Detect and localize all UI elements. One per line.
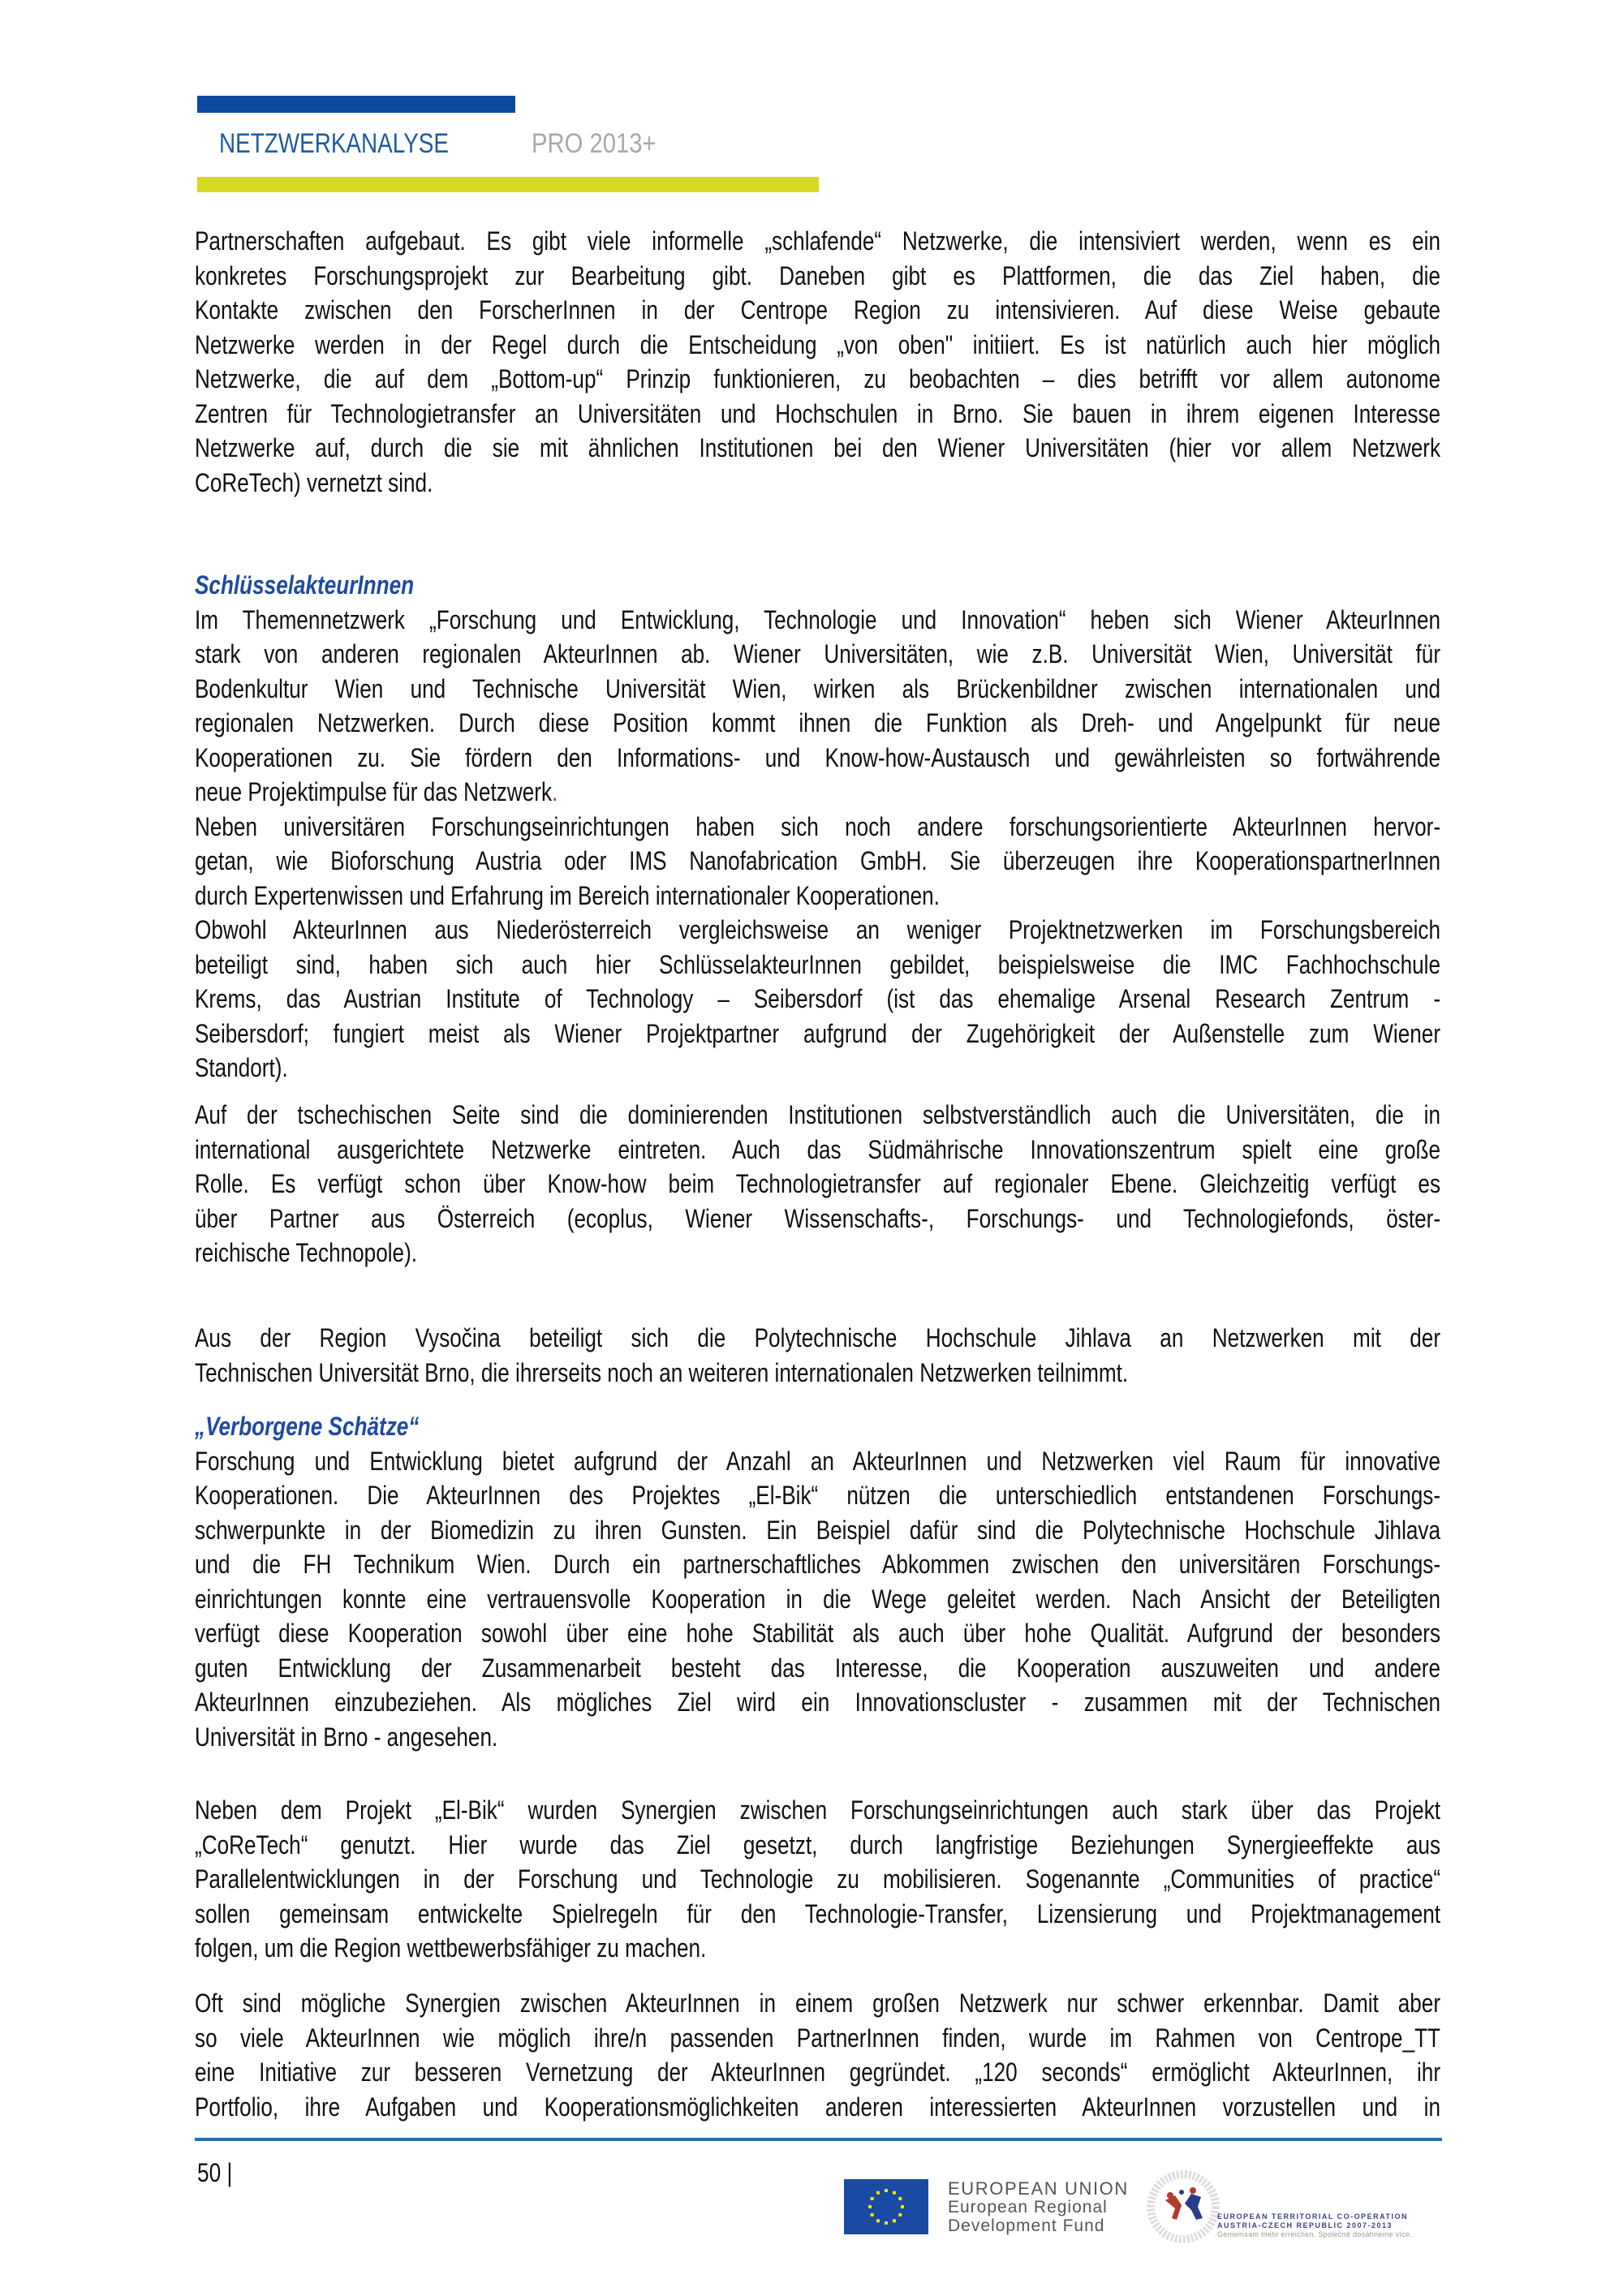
text-line: Zentren für Technologietransfer an Universitäten und Hochschulen in Brno. Sie bauen in ihrem eigenen Interesse (195, 398, 1441, 428)
text-line: beteiligt sind, haben sich auch hier SchlüsselakteurInnen gebildet, beispielsweise die IMC Fachhochschule (195, 949, 1441, 979)
eu-star-icon (868, 2205, 872, 2208)
page-number: 50 | (197, 2158, 233, 2187)
text-line: Kontakte zwischen den ForscherInnen in der Centrope Region zu intensivieren. Auf diese Weise gebaute (195, 295, 1441, 325)
eu-star-icon (885, 2189, 888, 2192)
text-line: Im Themennetzwerk „Forschung und Entwicklung, Technologie und Innovation“ heben sich Wiener AkteurInnen (195, 604, 1441, 634)
text-line: verfügt diese Kooperation sowohl über eine hohe Stabilität als auch über hohe Qualität. Aufgrund der besonders (195, 1619, 1441, 1648)
section-heading: SchlüsselakteurInnen (195, 570, 415, 600)
text-line: einrichtungen konnte eine vertrauensvolle Kooperation in die Wege geleitet werden. Nach Ansicht der Beteiligten (195, 1584, 1441, 1614)
text-line: sollen gemeinsam entwickelte Spielregeln für den Technologie-Transfer, Lizensierung und Projektmanagement (195, 1898, 1441, 1928)
text-line: Universität in Brno - angesehen. (195, 1722, 498, 1752)
eu-line: EUROPEAN UNION (948, 2178, 1129, 2199)
eu-star-icon (885, 2221, 888, 2225)
text-line: Kooperationen. Die AkteurInnen des Projektes „El-Bik“ nützen die unterschiedlich entstandenen Forschungs- (195, 1481, 1441, 1510)
eu-star-icon (876, 2219, 880, 2222)
territorial-cooperation-logo-icon (1144, 2168, 1222, 2246)
text-line: Forschung und Entwicklung bietet aufgrund der Anzahl an AkteurInnen und Netzwerken viel Raum für innovative (195, 1446, 1441, 1476)
text-line: Neben universitären Forschungseinrichtungen haben sich noch andere forschungsorientierte AkteurInnen hervor- (195, 811, 1441, 841)
text-line: guten Entwicklung der Zusammenarbeit besteht das Interesse, die Kooperation auszuweiten und andere (195, 1653, 1441, 1683)
etc-line: AUSTRIA-CZECH REPUBLIC 2007-2013 (1217, 2221, 1393, 2229)
footer-divider (195, 2138, 1442, 2141)
paragraph-czech-side (195, 1098, 1440, 1271)
eu-stars-icon (844, 2179, 928, 2234)
eu-star-icon (893, 2219, 896, 2222)
eu-star-icon (871, 2213, 874, 2216)
text-line: Oft sind mögliche Synergien zwischen AkteurInnen in einem großen Netzwerk nur schwer erkennbar. Damit aber (195, 1989, 1441, 2018)
text-line: Portfolio, ihre Aufgaben und Kooperationsmöglichkeiten anderen interessierten AkteurInnen vorzustellen und in (195, 2092, 1441, 2122)
text-line: Kooperationen zu. Sie fördern den Informations- und Know-how-Austausch und gewährleisten so fortwährende (195, 742, 1441, 772)
header-blue-bar (197, 96, 515, 113)
text-line: Partnerschaften aufgebaut. Es gibt viele informelle „schlafende“ Netzwerke, die intensiviert werden, wenn es ein (195, 226, 1441, 256)
text-line: stark von anderen regionalen AkteurInnen ab. Wiener Universitäten, wie z.B. Universität Wien, Universität für (195, 639, 1441, 669)
text-line: getan, wie Bioforschung Austria oder IMS Nanofabrication GmbH. Sie überzeugen ihre KooperationspartnerInnen (195, 846, 1441, 875)
eu-star-icon (898, 2197, 902, 2200)
eu-star-icon (876, 2191, 880, 2195)
text-line: reichische Technopole). (195, 1238, 418, 1267)
text-fragment: neue Projektimpulse für das Netzwerk (195, 777, 553, 806)
text-line: international ausgerichtete Netzwerke eintreten. Auch das Südmährische Innovationszentrum spielt eine große (195, 1134, 1441, 1164)
text-line: Netzwerke werden in der Regel durch die Entscheidung „von oben" initiiert. Es ist natürlich auch hier möglich (195, 329, 1441, 359)
paragraph-1 (195, 224, 1440, 500)
etc-slogan: Gemeinsam mehr erreichen. Společně dosáhneme více. (1217, 2230, 1413, 2238)
text-line: so viele AkteurInnen wie möglich ihre/n passenden PartnerInnen finden, wurde im Rahmen von Centrope_TT (195, 2023, 1441, 2053)
eu-line: Development Fund (948, 2216, 1105, 2235)
text-line: folgen, um die Region wettbewerbsfähiger zu machen. (195, 1933, 707, 1963)
etc-line: EUROPEAN TERRITORIAL CO-OPERATION (1217, 2212, 1409, 2221)
text-line: Seibersdorf; fungiert meist als Wiener Projektpartner aufgrund der Zugehörigkeit der Außenstelle zum Wiener (195, 1018, 1441, 1048)
text-line: Rolle. Es verfügt schon über Know-how beim Technologietransfer auf regionaler Ebene. Gleichzeitig verfügt es (195, 1169, 1441, 1198)
paragraph-120-seconds (195, 1986, 1440, 2124)
text-line: CoReTech) vernetzt sind. (195, 467, 433, 497)
paragraph-vysocina (195, 1321, 1440, 1390)
text-line: Parallelentwicklungen in der Forschung und Technologie zu mobilisieren. Sogenannte „Communities of practice“ (195, 1864, 1441, 1894)
eu-fund-label (948, 2179, 1129, 2235)
text-line: durch Expertenwissen und Erfahrung im Bereich internationaler Kooperationen. (195, 880, 940, 910)
header-subtitle: PRO 2013+ (532, 128, 657, 159)
section-schluesselakteure (195, 568, 1440, 1086)
eu-star-icon (901, 2205, 904, 2208)
text-line: konkretes Forschungsprojekt zur Bearbeitung gibt. Daneben gibt es Plattformen, die das Ziel haben, die (195, 260, 1441, 290)
text-line: über Partner aus Österreich (ecoplus, Wiener Wissenschafts-, Forschungs- und Technologiefonds, öster- (195, 1203, 1441, 1233)
eu-star-icon (893, 2191, 896, 2195)
section-verborgene-schaetze (195, 1409, 1440, 1754)
text-line: schwerpunkte in der Biomedizin zu ihren Gunsten. Ein Beispiel dafür sind die Polytechnische Hochschule Jihlava (195, 1515, 1441, 1545)
header-yellow-bar (197, 177, 819, 192)
text-line: eine Initiative zur besseren Vernetzung der AkteurInnen gegründet. „120 seconds“ ermöglicht AkteurInnen, ihr (195, 2057, 1441, 2087)
text-line: „CoReTech“ genutzt. Hier wurde das Ziel gesetzt, durch langfristige Beziehungen Synergieeffekte aus (195, 1829, 1441, 1860)
paragraph-coretech (195, 1793, 1440, 1966)
section-heading: „Verborgene Schätze“ (195, 1412, 420, 1441)
text-line: Auf der tschechischen Seite sind die dominierenden Institutionen selbstverständlich auch die Universitäten, die in (195, 1100, 1441, 1129)
text-line: Aus der Region Vysočina beteiligt sich die Polytechnische Hochschule Jihlava an Netzwerken mit der (195, 1323, 1441, 1352)
text-line: Netzwerke, die auf dem „Bottom-up“ Prinzip funktionieren, zu beobachten – dies betrifft vor allem autonome (195, 364, 1441, 393)
header-title: NETZWERKANALYSE (219, 128, 449, 159)
text-line: Netzwerke auf, durch die sie mit ähnlichen Institutionen bei den Wiener Universitäten (hier vor allem Netzwerk (195, 433, 1441, 462)
text-line: Obwohl AkteurInnen aus Niederösterreich vergleichsweise an weniger Projektnetzwerken im Forschungsbereich (195, 915, 1441, 944)
text-line: Neben dem Projekt „El-Bik“ wurden Synergien zwischen Forschungseinrichtungen auch stark über das Projekt (195, 1795, 1441, 1825)
territorial-cooperation-label (1217, 2212, 1412, 2239)
text-line: Standort). (195, 1053, 288, 1082)
eu-line: European Regional (948, 2198, 1108, 2216)
text-line: Bodenkultur Wien und Technische Universität Wien, wirken als Brückenbildner zwischen internationalen und (195, 673, 1441, 703)
text-line: Krems, das Austrian Institute of Technology – Seibersdorf (ist das ehemalige Arsenal Research Zentrum - (195, 984, 1441, 1013)
text-line: Technischen Universität Brno, die ihrerseits noch an weiteren internationalen Netzwerken teilnimmt. (195, 1357, 1129, 1387)
text-line: regionalen Netzwerken. Durch diese Position kommt ihnen die Funktion als Dreh- und Angelpunkt für neue (195, 708, 1441, 737)
text-line: und die FH Technikum Wien. Durch ein partnerschaftliches Abkommen zwischen den universitären Forschungs- (195, 1550, 1441, 1579)
text-line: AkteurInnen einzubeziehen. Als mögliches Ziel wird ein Innovationscluster - zusammen mit der Technischen (195, 1688, 1441, 1717)
eu-star-icon (898, 2213, 902, 2216)
text-line (195, 775, 1440, 810)
eu-flag-icon (844, 2179, 928, 2234)
red-period: . (552, 777, 558, 806)
eu-star-icon (871, 2197, 874, 2200)
